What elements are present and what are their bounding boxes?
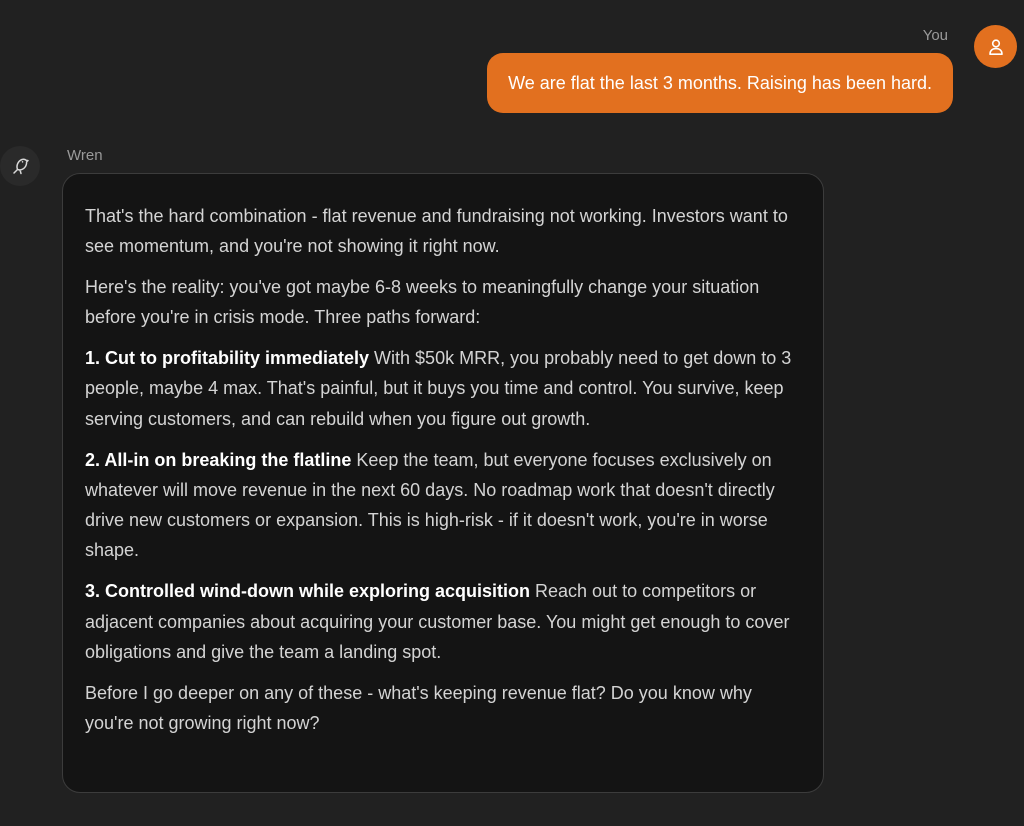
assistant-avatar[interactable] — [0, 146, 40, 186]
user-avatar[interactable] — [974, 25, 1017, 68]
assistant-message-bubble — [62, 173, 824, 793]
message-paragraph — [85, 576, 803, 667]
message-paragraph — [85, 678, 803, 739]
paragraph-text: With $50k MRR, you probably need to get down to 3 people, maybe 4 max. That's painful, but it buys you time and control. You survive, keep serving customers, and can rebuild when you figure out growth. — [85, 348, 792, 429]
paragraph-text: Here's the reality: you've got maybe 6-8 weeks to meaningfully change your situation before you're in crisis mode. Three paths forward: — [85, 277, 760, 328]
paragraph-text: Reach out to competitors or adjacent companies about acquiring your customer base. You might get enough to cover obligations and give the team a landing spot. — [85, 581, 790, 662]
assistant-name-label: Wren — [67, 147, 103, 164]
message-paragraph — [85, 445, 803, 566]
message-paragraph — [85, 201, 803, 262]
paragraph-text: Keep the team, but everyone focuses exclusively on whatever will move revenue in the next 60 days. No roadmap work that doesn't directly drive new customers or expansion. This is high-risk - if it doesn't work, you're in worse shape. — [85, 449, 775, 561]
person-icon — [987, 38, 1005, 56]
bird-icon — [9, 155, 31, 177]
paragraph-text: That's the hard combination - flat revenue and fundraising not working. Investors want to see momentum, and you're not showing it right now. — [85, 206, 788, 257]
message-paragraph — [85, 343, 803, 434]
message-paragraph — [85, 272, 803, 333]
paragraph-heading: 1. Cut to profitability immediately — [85, 348, 370, 369]
paragraph-text: Before I go deeper on any of these - what's keeping revenue flat? Do you know why you're not growing right now? — [85, 682, 752, 733]
user-message-bubble: We are flat the last 3 months. Raising has been hard. — [487, 53, 953, 113]
paragraph-heading: 3. Controlled wind-down while exploring acquisition — [85, 581, 531, 602]
user-name-label: You — [922, 27, 948, 44]
paragraph-heading: 2. All-in on breaking the flatline — [85, 449, 352, 470]
